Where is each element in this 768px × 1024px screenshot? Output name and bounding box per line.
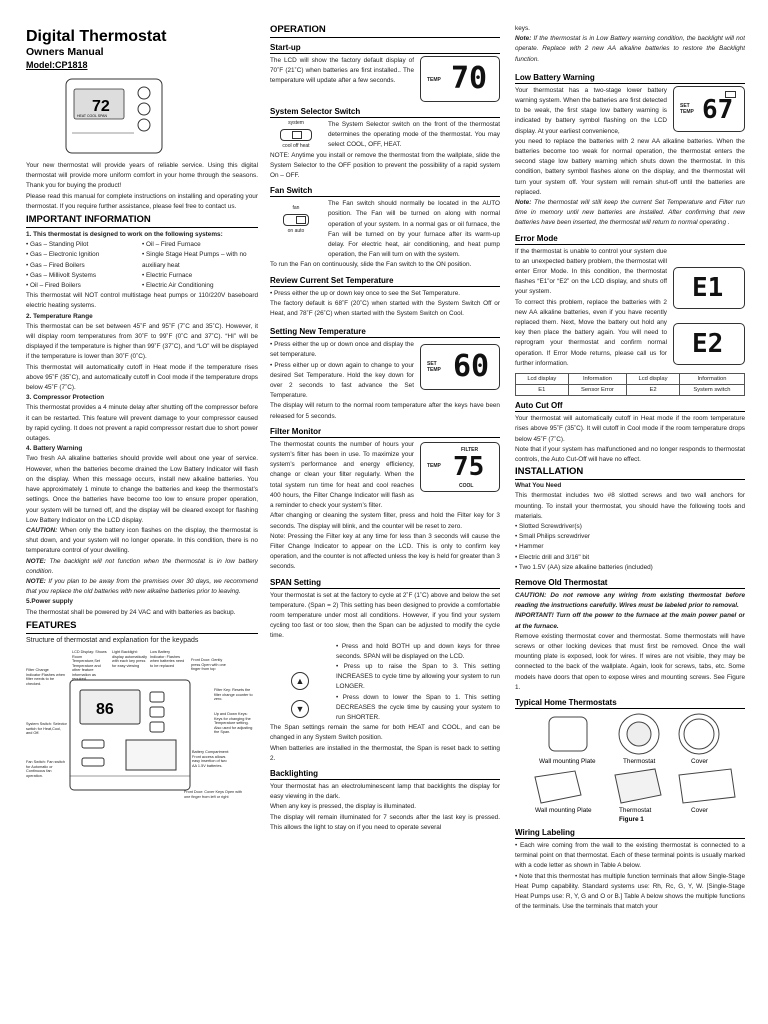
need-heading: What You Need: [515, 482, 562, 490]
system-item: • Gas – Fired Boilers: [26, 261, 85, 269]
error2-lcd: [673, 323, 745, 365]
filter-reading: 75: [453, 451, 485, 482]
system-item: • Oil – Fired Furnace: [142, 241, 201, 249]
fan-text: The Fan switch should normally be located in the AUTO position. The Fan will be turned on along with normal operation of your system. In a normal gas or oil furnace, the Fan will be turned on by your furnace after its warm-up delay. For electric heat, air conditioning, and heat pump operation, the Fan will turn on with the system.: [328, 200, 500, 259]
span-bullets-section: [270, 642, 500, 724]
remove-heading: Remove Old Thermostat: [515, 577, 745, 589]
span-bullet-list: [336, 642, 500, 724]
span-bullet: • Press and hold BOTH up and down keys for three seconds. SPAN will be displayed on the LCD.: [336, 642, 500, 660]
error-table-row: [516, 385, 745, 396]
error-text-1: If the thermostat is unable to control your system due to an unexpected battery problem, the thermostat will enter Error Mode. In this condition, the thermostat flashes “E1”or “E2” on the LCD display, and shuts off your system.: [515, 247, 667, 296]
main-unit-modes: HEAT COOL SPAN: [77, 114, 108, 118]
remove-important: INPORTANT! Turn off the power to the furnace at the main power panel or at the furnace.: [515, 612, 745, 630]
system-note: NOTE: Anytime you install or remove the thermostat from the wallplate, slide the System Selector to the OFF position to prevent the possibility of a rapid system On – OFF.: [270, 151, 500, 180]
callout-up-down-keys: Up and Down Keys: Keys for changing the Temperature setting. Also used for adjusting the Span.: [214, 711, 253, 734]
backlight-text-1: Your thermostat has an electroluminescent lamp that backlights the display for easy viewing in the dark.: [270, 782, 500, 801]
span-text-3: When batteries are installed in the thermostat, the Span is reset back to setting 2.: [270, 744, 500, 762]
span-heading: SPAN Setting: [270, 577, 500, 589]
filter-text-3: Note: Pressing the Filter key at any time for less than 3 seconds will cause the Filter Change Indicator to appear on the LCD. This is only to confirm key operation, and the counter is not affected unless the key is held for greater than 3 seconds.: [270, 532, 500, 571]
features-text: Structure of thermostat and explanation for the keypads: [26, 636, 199, 644]
note1-label: NOTE:: [26, 557, 46, 565]
startup-section: [270, 56, 500, 102]
item2-text-2: This thermostat will automatically cutoff in Heat mode if the temperature rises above 95˚F (35˚C), and automatically cutoff in Cool mode if the temperature drops below 45˚F (7˚C).: [26, 363, 258, 392]
system-options: cool off heat: [282, 143, 310, 149]
fig-label-bottom-2: Cover: [691, 806, 709, 814]
figure-1: [515, 711, 745, 823]
filter-text-2: After changing or cleaning the system filter, press and hold the Filter key for 3 seconds. The display will blink, and the counter will be reset to zero.: [270, 512, 500, 530]
note2-label: NOTE:: [26, 577, 46, 585]
thermostat-illustration: [64, 77, 164, 157]
fig-label-top-2: Cover: [691, 757, 709, 765]
note1-paragraph: [26, 557, 258, 577]
system-item: • Single Stage Heat Pumps – with no: [142, 251, 247, 259]
error1-reading: E1: [692, 272, 724, 303]
lowbatt-note-label: Note:: [515, 199, 532, 207]
fig-label-bottom-1: Thermostat: [619, 806, 652, 814]
intro-paragraph-1: Your new thermostat will provide years of reliable service. Using this digital thermostat will provide more uniform comfort in your home through the seasons. Thank you for buying the product!: [26, 162, 258, 190]
error-table-header-cell: Lcd display: [627, 374, 680, 385]
setting-text-1: • Press either the up or down once and display the set temperature.: [270, 341, 414, 359]
fan-switch-graphic: [270, 199, 322, 260]
error2-reading: E2: [692, 328, 724, 359]
span-text-1: Your thermostat is set at the factory to cycle at 2˚F (1˚C) above and below the set temperature. (Span = 2) This setting has been designed to provide a comfortable room temperature under most all conditions. However, if you find your system cycling too fast or too slow, then the Span can be adjusted to modify the cycle time.: [270, 591, 500, 640]
callout-light-backlight: Light Backlight: display automatically with each key press for easy viewing: [112, 649, 148, 668]
note1-text: The backlight will not function when the thermostat is in low battery condition.: [26, 557, 258, 575]
error-table-cell: E2: [627, 385, 680, 396]
fan-switch-heading: Fan Switch: [270, 185, 500, 197]
not-control-text: This thermostat will NOT control multistage heat pumps or 110/220V baseboard electric heating systems.: [26, 292, 258, 310]
features-diagram: [26, 650, 258, 815]
caution-label: CAUTION:: [26, 526, 58, 534]
callout-fan-switch: Fan Switch: Fan switch for Automatic or Continuous fan operation.: [26, 759, 66, 778]
setting-temp-label: TEMP: [427, 367, 441, 374]
startup-heading: Start-up: [270, 42, 500, 54]
error-table-header: [516, 374, 745, 385]
system-selector-section: [270, 120, 500, 151]
lowbatt-reading: 67: [702, 94, 734, 125]
fan-options: on auto: [287, 228, 305, 235]
callout-front-door-top: Front Door: Gently press Open with one finger from top: [191, 657, 226, 671]
system-text: The System Selector switch on the front of the thermostat determines the operating mode of the thermostat. You may select COOL, OFF, HEAT.: [328, 121, 500, 149]
item1-heading: 1. This thermostat is designed to work on the following systems:: [26, 231, 223, 239]
setting-section: [270, 340, 500, 401]
features-unit-reading: 86: [96, 700, 114, 718]
callout-filter-key: Filter Key: Resets the filter change counter to zero.: [214, 687, 253, 701]
item3-text: This thermostat provides a 4 minute delay after shutting off the compressor before it can be restarted. This feature will prevent damage to your compressor caused by rapid cycling. It does not prevent a rapid compressor restart due to short power outages.: [26, 404, 258, 443]
backlight-note-label: Note:: [515, 35, 532, 43]
fig-label-bottom-0: Wall mounting Plate: [535, 806, 592, 814]
setting-text-2: • Press either up or down again to change to your desired Set Temperature. Hold the key down for over 2 seconds to fast advance the Set Temperature.: [270, 361, 414, 400]
document-title: Digital Thermostat: [26, 28, 167, 45]
column-1: [26, 0, 258, 815]
error-table-header-cell: Lcd display: [516, 374, 569, 385]
fan-label: fan: [292, 205, 300, 212]
tool-item: • Two 1.5V (AA) size alkaline batteries (included): [515, 563, 653, 571]
autocut-text-2: Note that if your system has malfunctioned and no longer responds to thermostat controls, the Auto Cut-Off will have no effect.: [515, 445, 745, 463]
callout-system-switch: System Switch: Selector switch for Heat,Cool, and Off.: [26, 721, 67, 735]
need-text: This thermostat includes two #8 slotted screws and two wall anchors for mounting. To install your thermostat, you should have the following tools and materials.: [515, 492, 745, 520]
callout-battery-compartment: Battery Compartment: Front access allows easy insertion of two AA 1.5V batteries.: [192, 749, 230, 768]
systems-list-left: [26, 240, 136, 291]
setting-reading: 60: [453, 349, 490, 385]
important-heading: IMPORTANT INFORMATION: [26, 214, 258, 228]
backlight-text-2: When any key is pressed, the display is illuminated.: [270, 803, 416, 811]
autocut-text-1: Your thermostat will automatically cutoff in Heat mode if the room temperature rises above 95˚F (35˚C). It will cutoff in Cool mode if the room temperature drops below 45˚F (7˚C).: [515, 415, 745, 443]
item2-heading: 2. Temperature Range: [26, 312, 93, 320]
setting-set-label: SET: [427, 361, 437, 368]
filter-lcd: [420, 442, 500, 492]
callout-filter-change: Filter Change Indicator:Flashes when filter needs to be checked.: [26, 667, 66, 686]
column-3: [515, 0, 745, 912]
callout-front-door-bottom: Front Door: Cover Keys Open with one finger from left or right: [184, 789, 243, 799]
backlight-note-text: If the thermostat is in Low Battery warning condition, the backlight will not operate. Replace with 2 new AA alkaline batteries to restore the Backlight function.: [515, 35, 745, 63]
lowbatt-note: [515, 198, 745, 229]
span-keys: [270, 642, 330, 724]
error1-lcd: [673, 267, 745, 309]
error-table-header-cell: Information: [568, 374, 627, 385]
lowbatt-text-1: Your thermostat has a two-stage lower battery warning system. When the batteries are first detected to be weak, the first stage low battery warning is indicated by battery symbol flashing on the LCD display. At your earliest convenience,: [515, 86, 667, 135]
item3-heading: 3. Compressor Protection: [26, 394, 105, 402]
up-arrow-icon[interactable]: ▲: [291, 672, 309, 690]
item4-text: Two fresh AA alkaline batteries should provide well about one year of service. However, when the batteries become drained the Low Battery Indicator will flash on the display. When this message occurs, install new alkaline batteries. You have approximately 1 minute to change the batteries and keep the thermostat’s settings. Once the batteries have become too low to ensure proper operation, your system will be turned off, and the display will be cleared except for flashing Low Battery Indicator on the LCD display.: [26, 455, 258, 524]
lowbatt-lcd: [673, 86, 745, 132]
wiring-heading: Wiring Labeling: [515, 827, 745, 839]
system-item: • Oil – Fired Boilers: [26, 282, 81, 290]
filter-heading: Filter Monitor: [270, 426, 500, 438]
setting-heading: Setting New Temperature: [270, 326, 500, 338]
systems-list-right: [142, 240, 257, 291]
note2-paragraph: [26, 577, 258, 597]
operation-heading: OPERATION: [270, 24, 500, 38]
error-text-2: To correct this problem, replace the batteries with 2 new AA alkaline batteries, even if you have recently replaced them. Next, Move the battery out hold any key then place the battery again. You will need to reprogram your thermostat and confirm normal operation. If Error Mode returns, please call us for further information.: [515, 298, 667, 367]
error-table: [515, 373, 745, 396]
caution-text: When only the battery icon flashes on the display, the thermostat is shut down, and your system will no longer operate. In this condition, there is no temperature control of your dwelling.: [26, 526, 258, 555]
system-item: • Gas – Millivolt Systems: [26, 271, 97, 279]
tool-item: • Slotted Screwdriver(s): [515, 522, 582, 530]
error-table-cell: System switch: [679, 385, 744, 396]
review-text-1: • Press either the up or down key once to see the Set Temperature.: [270, 289, 461, 297]
filter-text-1a: The thermostat counts the number of hours your system’s filter has been in use. To maximize your system’s performance and energy efficiency, change or clean your filter regularly. When the total system run time for heat and cool reaches 400 hours, the Filter Change Indicator will flash as a reminder to check your system’s filter.: [270, 440, 414, 510]
down-arrow-icon[interactable]: ▼: [291, 700, 309, 718]
item5-heading: 5.Power supply: [26, 598, 73, 606]
lowbatt-temp-label: TEMP: [680, 108, 694, 115]
systems-list: [26, 240, 258, 291]
lowbatt-note-text: The thermostat will still keep the current Set Temperature and Filter run time in memory until new batteries are installed. After confirming that new batteries have been inserted, the thermostat will return to normal operating .: [515, 199, 745, 227]
item2-text-1: This thermostat can be set between 45˚F and 95˚F (7˚C and 35˚C). However, it will display room temperatures from 30˚F to 99˚F (0˚C and 37˚C). “HI” will be displayed if the temperature is higher than 99˚F (37˚C), and “LO” will be displayed if the temperature is lower than 30˚F (0˚C).: [26, 322, 258, 361]
intro-paragraph-2: Please read this manual for complete instructions on installing and operating your thermostat. If you require further assistance, please feel free to contact us.: [26, 192, 258, 210]
system-item: • Electric Furnace: [142, 271, 193, 279]
remove-caution: CAUTION: Do not remove any wiring from existing thermostat before reading the instructions carefully. Wires must be labeled prior to removal.: [515, 591, 745, 610]
review-heading: Review Current Set Temperature: [270, 275, 500, 287]
filter-section: [270, 440, 500, 511]
document-subtitle: Owners Manual: [26, 46, 104, 58]
startup-temp-label: TEMP: [427, 77, 441, 83]
startup-text: The LCD will show the factory default display of 70˚F (21˚C) when batteries are first installed.. The temperature will update after a few seconds.: [270, 57, 414, 85]
fan-text-2: To run the Fan on continuously, slide the Fan switch to the ON position.: [270, 261, 472, 269]
system-item: • Gas – Standing Pilot: [26, 241, 89, 249]
column-2: [270, 0, 500, 833]
error-table-cell: Sensor Error: [568, 385, 627, 396]
fig-label-top-1: Thermostat: [623, 757, 656, 765]
fig-label-top-0: Wall mounting Plate: [539, 757, 596, 765]
system-item: auxiliary heat: [142, 261, 180, 269]
callout-lcd-display: LCD Display: Shows Room Temperature,Set Temperature and other feature information as required.: [72, 649, 107, 680]
startup-reading: 70: [451, 61, 488, 96]
wiring-text-1: • Each wire coming from the wall to the existing thermostat is connected to a terminal point on that thermostat. Each of these terminal points is usually marked with a code letter as shown in Table A below.: [515, 841, 745, 870]
remove-text: Remove existing thermostat cover and thermostat. Some thermostats will have screws or other locking devices that must first be removed. Once the wall mounting plate is exposed, look for wires. If wires are not visible, they may be connected to the back of the wallplate. Again, look for screws, tabs, etc. Some models have doors that open to expose wires and mounting screws. See Figure 1.: [515, 632, 745, 691]
filter-temp-label: TEMP: [427, 462, 441, 469]
system-switch[interactable]: [280, 129, 312, 141]
model-number: Model:CP1818: [26, 60, 88, 70]
setting-lcd: [420, 344, 500, 390]
note2-text: If you plan to be away from the premises over 30 days, we recommend that you replace the old batteries with new alkaline batteries prior to leaving.: [26, 577, 258, 596]
main-unit-reading: 72: [92, 98, 110, 115]
error-section: [515, 247, 745, 369]
item4-heading: 4. Battery Warning: [26, 445, 83, 453]
startup-lcd: [420, 56, 500, 102]
setting-text-3: The display will return to the normal room temperature after the keys have been released for 5 seconds.: [270, 402, 500, 420]
filter-label: FILTER: [461, 446, 479, 453]
error-table-cell: E1: [516, 385, 569, 396]
backlight-note: [515, 34, 745, 65]
fan-switch[interactable]: [283, 214, 309, 226]
figure-caption: Figure 1: [619, 815, 644, 823]
span-text-2: The Span settings remain the same for both HEAT and COOL, and can be changed in any System Switch position.: [270, 724, 500, 742]
autocut-heading: Auto Cut Off: [515, 400, 745, 412]
features-heading: FEATURES: [26, 620, 258, 634]
error-table-header-cell: Information: [679, 374, 744, 385]
item5-text: The thermostat shall be powered by 24 VAC and with batteries as backup.: [26, 608, 236, 616]
wiring-text-2: • Note that this thermostat has multiple function terminals that allow Single-Stage Heat Pump capability. Standard systems use: Rh, Rc, G, Y, W. [Single-Stage Heat Pumps use: R, Y, G and O or B.] Table A below shows the multiple functions of the terminals. Use the terminals that match your: [515, 872, 745, 911]
error-text-block: [515, 247, 667, 369]
system-item: • Gas – Electronic Ignition: [26, 251, 100, 259]
lowbatt-set-label: SET: [680, 102, 690, 109]
lowbatt-heading: Low Battery Warning: [515, 72, 745, 84]
lowbatt-text-2: you need to replace the batteries with 2 new AA alkaline batteries. When the batteries become too weak for normal operation, the thermostat enters the second stage low battery warning which shuts down the thermostat. In this condition, battery symbol flashes alone on the display, and the thermostat will turn your system off. Your system will remain shut-off until the batteries are replaced.: [515, 137, 745, 196]
lowbatt-section: [515, 86, 745, 137]
system-switch-graphic: [270, 120, 322, 151]
system-selector-heading: System Selector Switch: [270, 106, 500, 118]
error-lcds: [673, 247, 745, 369]
setting-text-block: [270, 340, 414, 401]
system-item: • Electric Air Conditioning: [142, 282, 214, 290]
backlight-text-3: The display will remain illuminated for 7 seconds after the last key is pressed. This allows the light to stay on if you need to operate several: [270, 813, 500, 831]
tools-list: [515, 522, 745, 573]
error-heading: Error Mode: [515, 233, 745, 245]
tool-item: • Small Philips screwdriver: [515, 533, 591, 541]
filter-cool-label: COOL: [459, 482, 474, 489]
keys-continuation: keys.: [515, 25, 530, 32]
typical-heading: Typical Home Thermostats: [515, 697, 745, 709]
span-bullet: • Press down to lower the Span to 1. This setting DECREASES the cycle time by causing your system to run SHORTER.: [336, 693, 500, 721]
review-text-2: The factory default is 68˚F (20˚C) when started with the System Switch Off or Heat, and 78˚F (26˚C) when started with the System Switch on Cool.: [270, 299, 500, 318]
installation-heading: INSTALLATION: [515, 466, 745, 480]
fan-switch-section: [270, 199, 500, 260]
callout-low-battery: Low Battery Indicator: Flashes when batteries need to be replaced: [150, 649, 185, 668]
span-bullet: • Press up to raise the Span to 3. This setting INCREASES to cycle time by allowing your system to run LONGER.: [336, 662, 500, 691]
backlight-heading: Backlighting: [270, 768, 500, 780]
tool-item: • Electric drill and 3/16" bit: [515, 553, 590, 561]
caution-paragraph: [26, 526, 258, 557]
system-label: system: [288, 120, 304, 126]
tool-item: • Hammer: [515, 543, 544, 551]
